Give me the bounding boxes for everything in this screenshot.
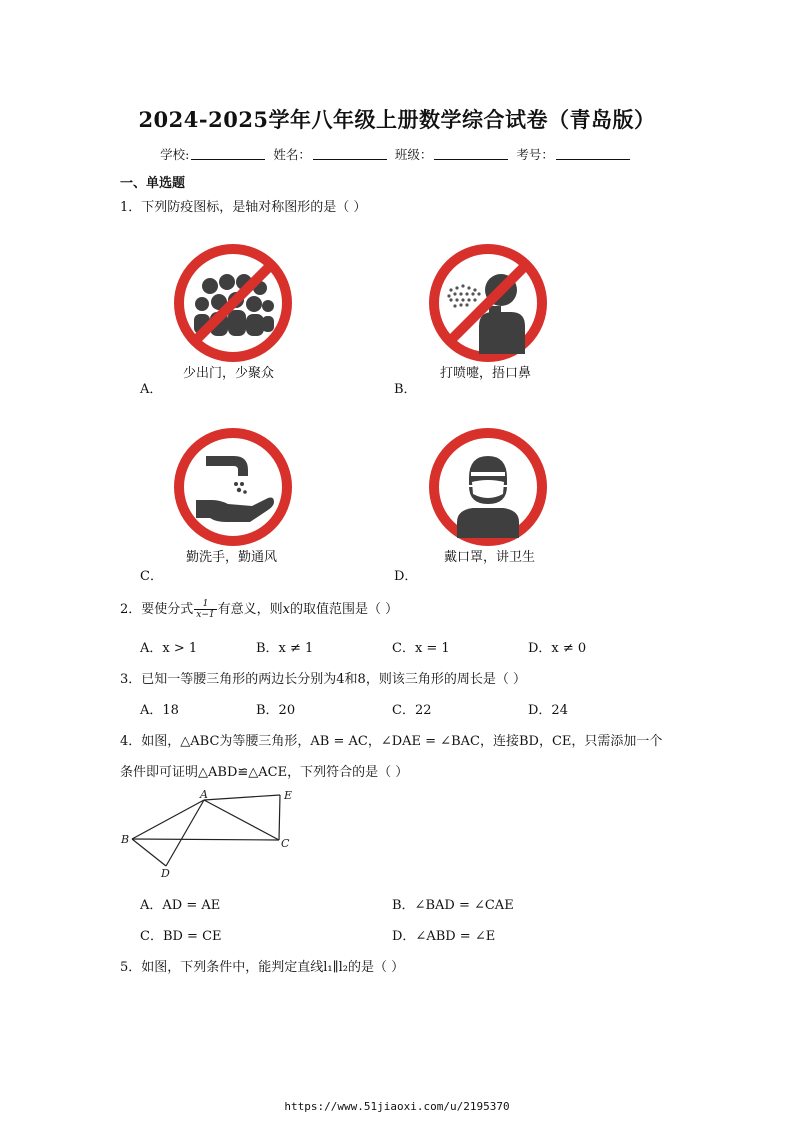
fraction [194,599,216,620]
q3-option-d[interactable]: D．24 [528,703,568,718]
label-d: D [161,867,170,880]
q4-option-d[interactable]: D．∠ABD = ∠E [392,929,496,944]
option-b-letter[interactable]: B． [394,382,417,397]
option-d-caption: 戴口罩，讲卫生 [444,550,536,565]
q2-stem-pre: 2．要使分式 [120,602,194,617]
school-label: 学校: [160,147,190,162]
no-crowd-icon [172,242,294,364]
option-b-caption: 打喷嚏，捂口鼻 [440,366,532,381]
q2-option-d[interactable]: D．x ≠ 0 [528,641,587,656]
question-4-line-2: 条件即可证明△ABD≌△ACE，下列符合的是（ ） [120,765,409,780]
name-blank[interactable] [313,147,387,160]
page-title: 2024-2025学年八年级上册数学综合试卷（青岛版） [138,107,656,132]
question-2-stem [120,598,398,620]
school-blank[interactable] [191,147,265,160]
option-d-letter[interactable]: D． [394,569,418,584]
q2-option-c[interactable]: C．x = 1 [392,641,450,656]
q4-option-b[interactable]: B．∠BAD = ∠CAE [392,898,514,913]
fraction-denominator: x−1 [196,610,215,620]
option-c-letter[interactable]: C． [140,569,163,584]
label-b: B [121,833,130,846]
question-5-stem: 5．如图，下列条件中，能判定直线l₁∥l₂的是（ ） [120,960,405,975]
section-heading: 一、单选题 [120,176,186,191]
triangle-figure [118,784,308,880]
option-a-letter[interactable]: A． [140,382,163,397]
mask-icon [427,426,549,548]
exam-no-blank[interactable] [556,147,630,160]
question-1-stem: 1．下列防疫图标，是轴对称图形的是（ ） [120,200,367,215]
q2-stem-post: 的取值范围是（ ） [289,602,399,617]
q4-option-a[interactable]: A．AD = AE [140,898,221,913]
option-c-caption: 勤洗手，勤通风 [186,550,278,565]
class-label: 班级： [394,147,433,162]
no-sneeze-icon [427,242,549,364]
q2-var: x [282,602,290,617]
fraction-numerator: 1 [194,599,216,610]
q2-option-b[interactable]: B．x ≠ 1 [256,641,314,656]
q3-option-a[interactable]: A．18 [140,703,179,718]
class-blank[interactable] [434,147,508,160]
name-label: 姓名： [273,147,311,162]
question-4-line-1: 4．如图，△ABC为等腰三角形，AB = AC，∠DAE = ∠BAC，连接BD，CE，只需添加一个 [120,734,663,749]
label-a: A [200,788,208,801]
q2-option-a[interactable]: A．x > 1 [140,641,198,656]
label-e: E [284,789,293,802]
footer-url[interactable]: https://www.51jiaoxi.com/u/2195370 [284,1100,510,1113]
label-c: C [281,837,290,850]
student-info-line [0,145,794,163]
exam-no-label: 考号： [516,147,554,162]
hand-wash-icon [172,426,294,548]
question-3-stem: 3．已知一等腰三角形的两边长分别为4和8，则该三角形的周长是（ ） [120,672,526,687]
q3-option-b[interactable]: B．20 [256,703,296,718]
q2-stem-mid: 有意义，则 [217,602,283,617]
q4-option-c[interactable]: C．BD = CE [140,929,222,944]
option-a-caption: 少出门，少聚众 [183,366,275,381]
q3-option-c[interactable]: C．22 [392,703,432,718]
